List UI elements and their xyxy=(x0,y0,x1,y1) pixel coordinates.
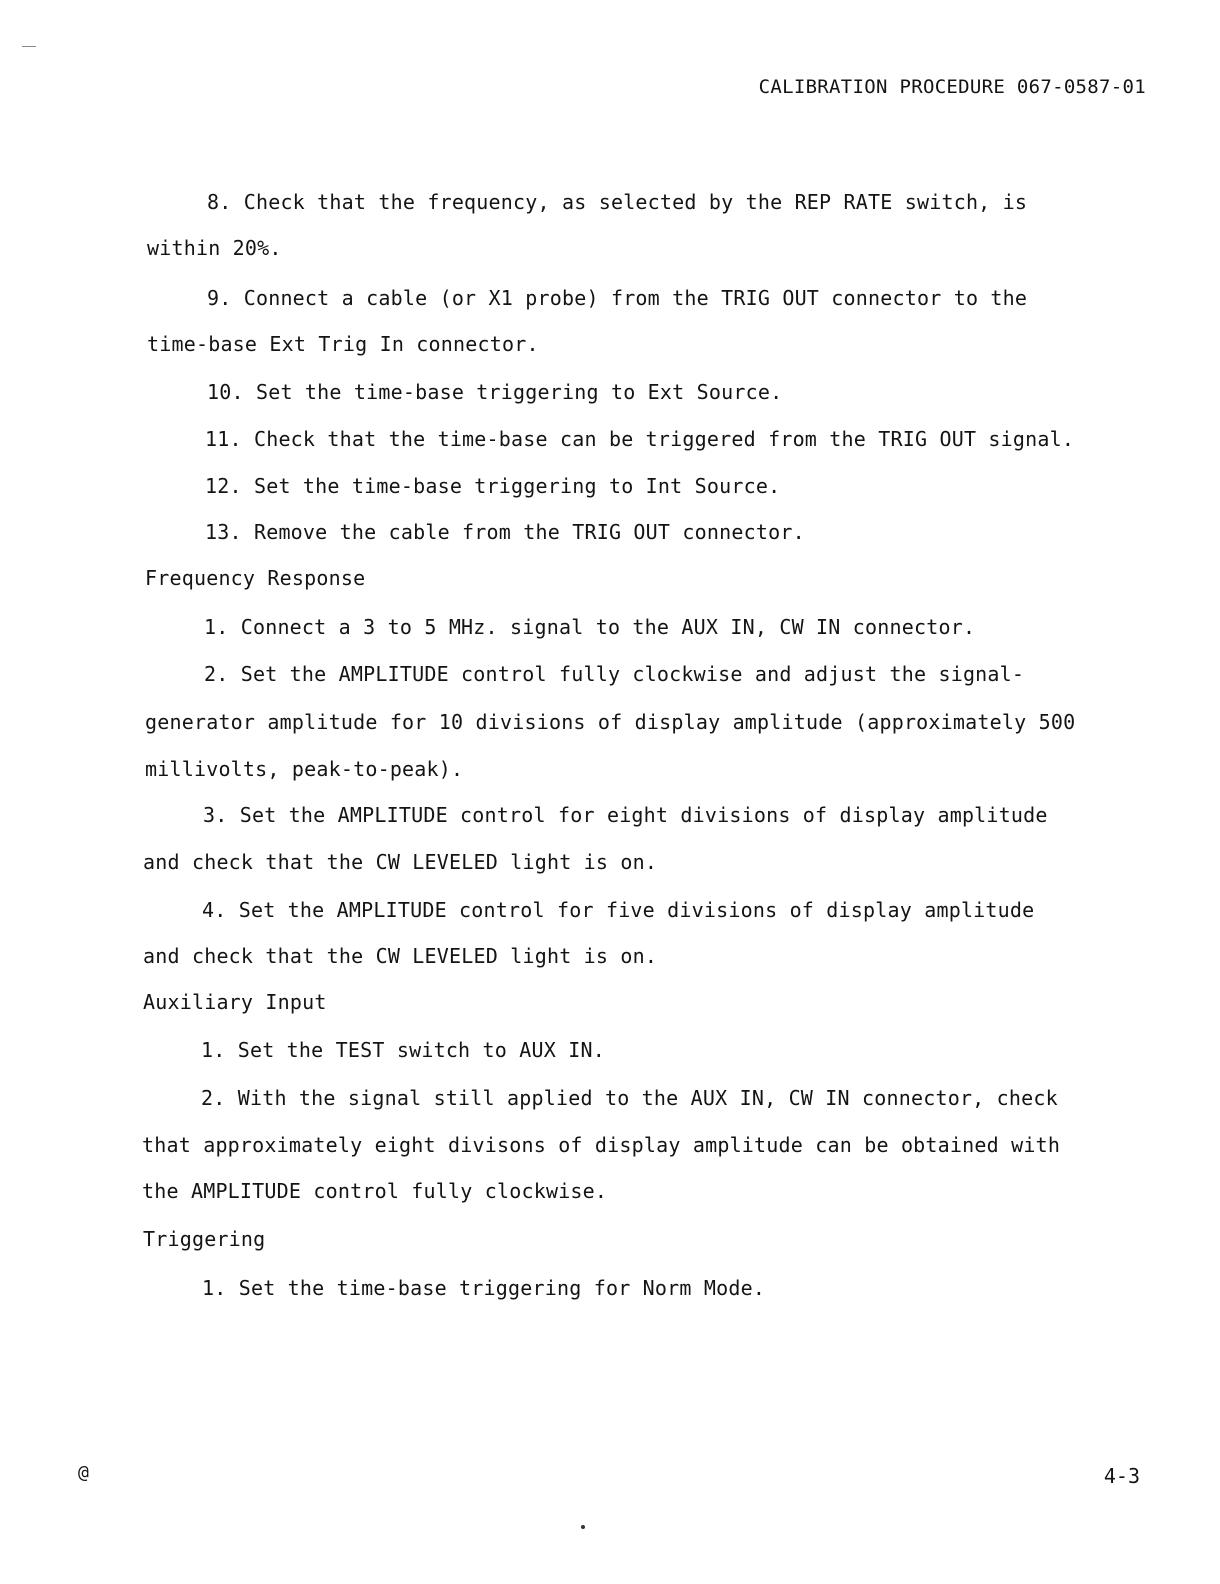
freq-step-1: 1. Connect a 3 to 5 MHz. signal to the AUX IN, CW IN connector. xyxy=(204,615,976,639)
scan-artifact-mark xyxy=(22,46,36,47)
section-heading-auxiliary-input: Auxiliary Input xyxy=(143,990,327,1014)
aux-step-2-line-1: 2. With the signal still applied to the AUX IN, CW IN connector, check xyxy=(201,1086,1058,1110)
page-number: 4-3 xyxy=(1103,1464,1140,1488)
freq-step-2-line-2: generator amplitude for 10 divisions of display amplitude (approximately 500 xyxy=(145,710,1076,734)
aux-step-1: 1. Set the TEST switch to AUX IN. xyxy=(201,1038,605,1062)
step-10: 10. Set the time-base triggering to Ext Source. xyxy=(207,380,783,404)
freq-step-2-line-1: 2. Set the AMPLITUDE control fully clockwise and adjust the signal- xyxy=(204,662,1025,686)
step-8-line-1: 8. Check that the frequency, as selected by the REP RATE switch, is xyxy=(207,190,1028,214)
step-8-line-2: within 20%. xyxy=(147,236,282,260)
trig-step-1: 1. Set the time-base triggering for Norm Mode. xyxy=(202,1276,766,1300)
step-9-line-1: 9. Connect a cable (or X1 probe) from the TRIG OUT connector to the xyxy=(207,286,1028,310)
step-9-line-2: time-base Ext Trig In connector. xyxy=(147,332,539,356)
freq-step-3-line-2: and check that the CW LEVELED light is on. xyxy=(143,850,658,874)
freq-step-4-line-2: and check that the CW LEVELED light is on. xyxy=(143,944,658,968)
freq-step-4-line-1: 4. Set the AMPLITUDE control for five divisions of display amplitude xyxy=(202,898,1035,922)
freq-step-3-line-1: 3. Set the AMPLITUDE control for eight divisions of display amplitude xyxy=(203,803,1048,827)
step-11: 11. Check that the time-base can be triggered from the TRIG OUT signal. xyxy=(205,427,1075,451)
section-heading-frequency-response: Frequency Response xyxy=(145,566,366,590)
freq-step-2-line-3: millivolts, peak-to-peak). xyxy=(145,757,464,781)
aux-step-2-line-3: the AMPLITUDE control fully clockwise. xyxy=(142,1179,608,1203)
section-heading-triggering: Triggering xyxy=(143,1227,266,1251)
step-13: 13. Remove the cable from the TRIG OUT connector. xyxy=(205,520,805,544)
footer-mark: @ xyxy=(78,1462,89,1483)
page-header: CALIBRATION PROCEDURE 067-0587-01 xyxy=(758,76,1146,98)
step-12: 12. Set the time-base triggering to Int Source. xyxy=(205,474,781,498)
aux-step-2-line-2: that approximately eight divisons of display amplitude can be obtained with xyxy=(142,1133,1061,1157)
scan-artifact-dot xyxy=(581,1525,585,1529)
